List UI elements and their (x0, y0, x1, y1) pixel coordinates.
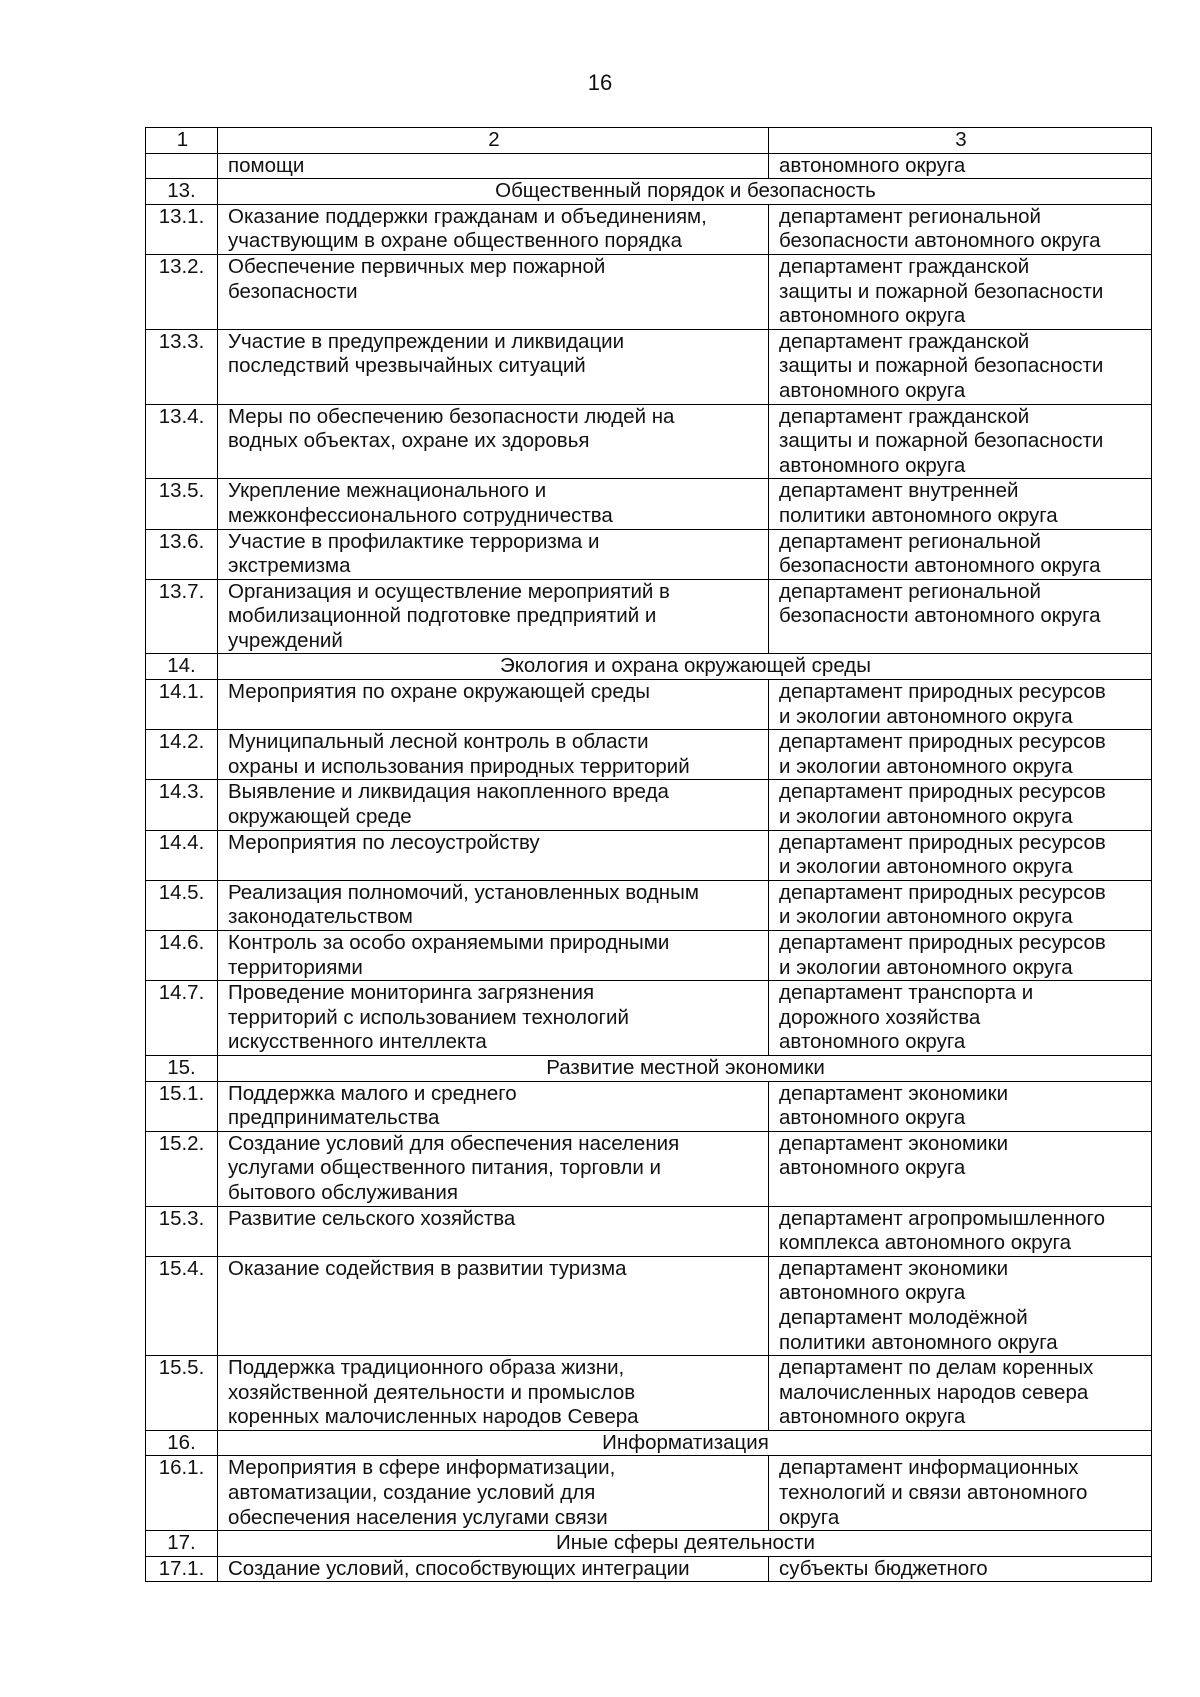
item-name: Создание условий для обеспечения населения услугами общественного питания, торговли и бытового обслуживания (218, 1131, 769, 1206)
item-name: Организация и осуществление мероприятий в мобилизационной подготовке предприятий и учреждений (218, 579, 769, 654)
item-number: 14.5. (146, 880, 218, 930)
item-name: Реализация полномочий, установленных водным законодательством (218, 880, 769, 930)
item-name: Участие в предупреждении и ликвидации последствий чрезвычайных ситуаций (218, 329, 769, 404)
header-cell-3: 3 (769, 128, 1152, 154)
responsible-department: департамент природных ресурсов и экологии автономного округа (769, 931, 1152, 981)
item-number: 17.1. (146, 1556, 218, 1582)
item-number: 15.2. (146, 1131, 218, 1206)
responsible-department: департамент гражданской защиты и пожарной безопасности автономного округа (769, 254, 1152, 329)
table-row (146, 1206, 1152, 1256)
table-row (146, 981, 1152, 1056)
item-number: 13.3. (146, 329, 218, 404)
table-row (146, 880, 1152, 930)
responsible-department: департамент гражданской защиты и пожарной безопасности автономного округа (769, 329, 1152, 404)
item-number: 13.6. (146, 529, 218, 579)
table-row (146, 730, 1152, 780)
item-name: Выявление и ликвидация накопленного вреда окружающей среде (218, 780, 769, 830)
table-row (146, 830, 1152, 880)
item-number: 14.7. (146, 981, 218, 1056)
table-row (146, 204, 1152, 254)
item-number (146, 153, 218, 179)
item-number: 13.4. (146, 404, 218, 479)
item-name: Укрепление межнационального и межконфессионального сотрудничества (218, 479, 769, 529)
table-row (146, 254, 1152, 329)
responsible-department: департамент экономики автономного округа (769, 1131, 1152, 1206)
section-number: 17. (146, 1531, 218, 1557)
item-name: Мероприятия по охране окружающей среды (218, 680, 769, 730)
item-name: Контроль за особо охраняемыми природными территориями (218, 931, 769, 981)
responsible-department: департамент внутренней политики автономного округа (769, 479, 1152, 529)
responsible-department: департамент природных ресурсов и экологии автономного округа (769, 880, 1152, 930)
item-number: 16.1. (146, 1456, 218, 1531)
table-row (146, 404, 1152, 479)
item-name: Создание условий, способствующих интеграции (218, 1556, 769, 1582)
item-number: 13.2. (146, 254, 218, 329)
item-name: Оказание поддержки гражданам и объединениям, участвующим в охране общественного порядка (218, 204, 769, 254)
table-row (146, 579, 1152, 654)
item-number: 14.3. (146, 780, 218, 830)
responsible-department: субъекты бюджетного (769, 1556, 1152, 1582)
table-row (146, 680, 1152, 730)
item-name: Мероприятия в сфере информатизации, автоматизации, создание условий для обеспечения населения услугами связи (218, 1456, 769, 1531)
section-row (146, 1531, 1152, 1557)
responsible-department: департамент экономики автономного округа департамент молодёжной политики автономного округа (769, 1256, 1152, 1355)
item-name: Поддержка традиционного образа жизни, хозяйственной деятельности и промыслов коренных малочисленных народов Севера (218, 1356, 769, 1431)
table-header-row (146, 128, 1152, 154)
table-row (146, 780, 1152, 830)
item-number: 13.7. (146, 579, 218, 654)
item-name: Мероприятия по лесоустройству (218, 830, 769, 880)
section-row (146, 179, 1152, 205)
table-row (146, 529, 1152, 579)
table-row (146, 329, 1152, 404)
item-number: 13.5. (146, 479, 218, 529)
responsible-department: департамент экономики автономного округа (769, 1081, 1152, 1131)
responsible-department: департамент природных ресурсов и экологии автономного округа (769, 680, 1152, 730)
responsible-department: департамент информационных технологий и связи автономного округа (769, 1456, 1152, 1531)
responsible-department: департамент природных ресурсов и экологии автономного округа (769, 780, 1152, 830)
item-number: 13.1. (146, 204, 218, 254)
item-number: 14.2. (146, 730, 218, 780)
section-row (146, 1430, 1152, 1456)
table-row (146, 1131, 1152, 1206)
item-name: Участие в профилактике терроризма и экстремизма (218, 529, 769, 579)
table-row (146, 153, 1152, 179)
responsible-department: департамент природных ресурсов и экологии автономного округа (769, 730, 1152, 780)
responsible-department: департамент региональной безопасности автономного округа (769, 204, 1152, 254)
table-row (146, 1456, 1152, 1531)
responsible-department: департамент транспорта и дорожного хозяйства автономного округа (769, 981, 1152, 1056)
item-number: 15.3. (146, 1206, 218, 1256)
item-number: 14.1. (146, 680, 218, 730)
item-number: 15.5. (146, 1356, 218, 1431)
section-row (146, 1055, 1152, 1081)
table-row (146, 931, 1152, 981)
section-number: 13. (146, 179, 218, 205)
item-name: Проведение мониторинга загрязнения территорий с использованием технологий искусственного интеллекта (218, 981, 769, 1056)
item-number: 15.1. (146, 1081, 218, 1131)
table-row (146, 1356, 1152, 1431)
responsible-department: департамент природных ресурсов и экологии автономного округа (769, 830, 1152, 880)
page-number: 16 (587, 70, 613, 95)
table-body (146, 128, 1152, 1582)
header-cell-1: 1 (146, 128, 218, 154)
header-cell-2: 2 (218, 128, 769, 154)
item-name: Оказание содействия в развитии туризма (218, 1256, 769, 1355)
item-name: Меры по обеспечению безопасности людей на водных объектах, охране их здоровья (218, 404, 769, 479)
item-name: Обеспечение первичных мер пожарной безопасности (218, 254, 769, 329)
section-title: Иные сферы деятельности (218, 1531, 1152, 1557)
responsible-department: департамент по делам коренных малочисленных народов севера автономного округа (769, 1356, 1152, 1431)
responsible-department: департамент агропромышленного комплекса автономного округа (769, 1206, 1152, 1256)
section-number: 14. (146, 654, 218, 680)
section-title: Информатизация (218, 1430, 1152, 1456)
item-name: Муниципальный лесной контроль в области охраны и использования природных территорий (218, 730, 769, 780)
item-number: 15.4. (146, 1256, 218, 1355)
responsible-department: автономного округа (769, 153, 1152, 179)
section-number: 15. (146, 1055, 218, 1081)
section-number: 16. (146, 1430, 218, 1456)
table-row (146, 1081, 1152, 1131)
responsible-department: департамент гражданской защиты и пожарной безопасности автономного округа (769, 404, 1152, 479)
section-title: Экология и охрана окружающей среды (218, 654, 1152, 680)
section-title: Развитие местной экономики (218, 1055, 1152, 1081)
item-number: 14.6. (146, 931, 218, 981)
responsibility-table (145, 127, 1152, 1582)
table-row (146, 479, 1152, 529)
section-row (146, 654, 1152, 680)
item-name: помощи (218, 153, 769, 179)
responsible-department: департамент региональной безопасности автономного округа (769, 579, 1152, 654)
table-row (146, 1556, 1152, 1582)
section-title: Общественный порядок и безопасность (218, 179, 1152, 205)
item-name: Развитие сельского хозяйства (218, 1206, 769, 1256)
responsible-department: департамент региональной безопасности автономного округа (769, 529, 1152, 579)
table-row (146, 1256, 1152, 1355)
item-name: Поддержка малого и среднего предпринимательства (218, 1081, 769, 1131)
item-number: 14.4. (146, 830, 218, 880)
